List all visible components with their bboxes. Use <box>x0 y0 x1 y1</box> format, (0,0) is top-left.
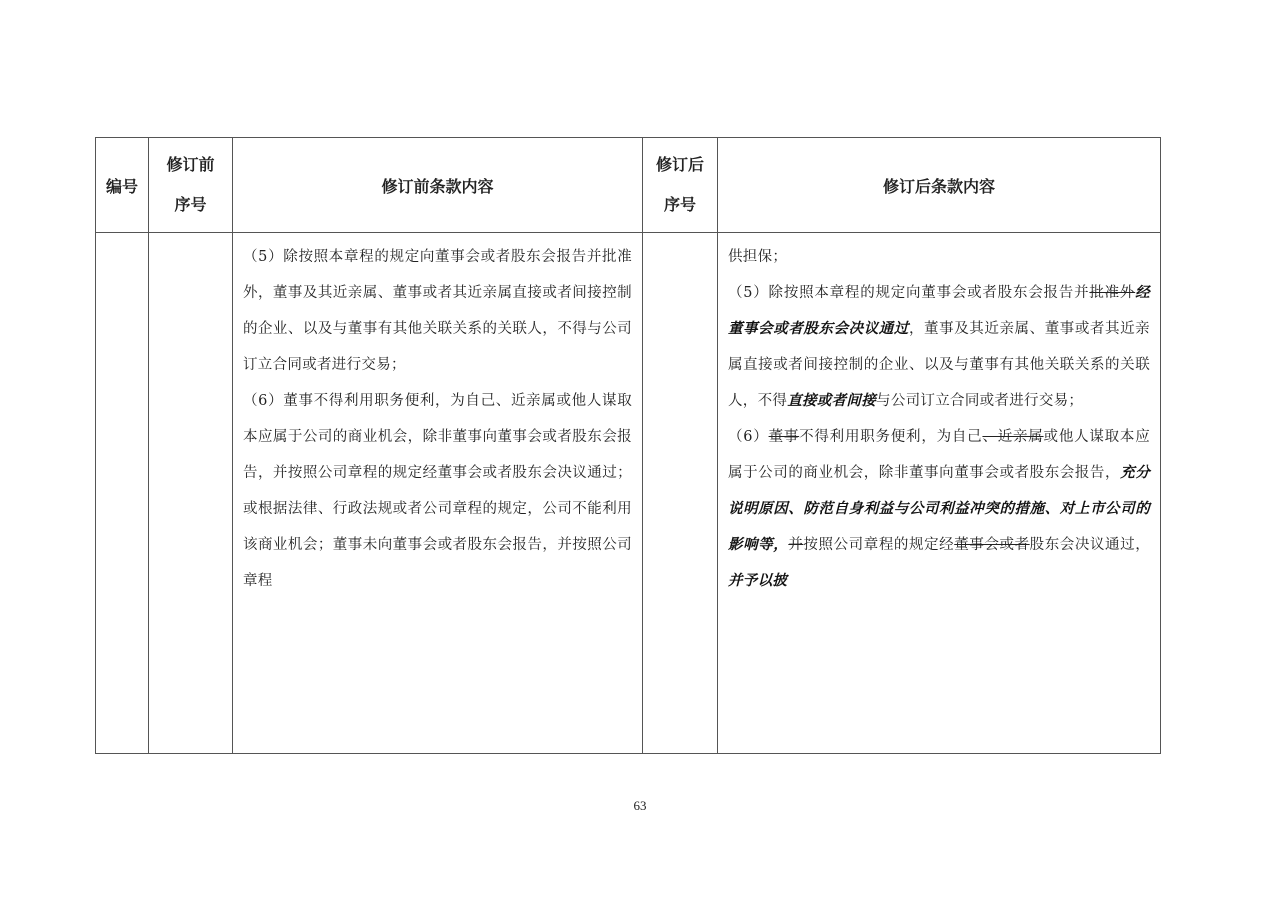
after-text-segment: 供担保； <box>728 249 788 265</box>
deleted-text: 董事会或者 <box>954 537 1030 553</box>
before-clause-6: （6）董事不得利用职务便利，为自己、近亲属或他人谋取本应属于公司的商业机会，除非董事向董事会或者股东会报告，并按照公司章程的规定经董事会或者股东会决议通过；或根据法律、行政法规或者公司章程的规定，公司不能利用该商业机会；董事未向董事会或者股东会报告，并按照公司章程 <box>243 393 632 589</box>
after-text-segment: （6） <box>728 429 769 445</box>
table-header-row <box>96 138 1161 233</box>
cell-number <box>96 233 149 754</box>
header-number: 编号 <box>96 138 149 233</box>
cell-before-seq <box>149 233 233 754</box>
inserted-text: 充分说明原因、防范自身利益与公司利益冲突的措施、对上市公司的影响等， <box>728 464 1150 553</box>
inserted-text: 并予以披 <box>728 572 788 589</box>
after-text-segment: 或他人谋取本应属于公司的商业机会，除非董事向董事会或者股东会报告， <box>728 429 1150 481</box>
header-before-content: 修订前条款内容 <box>233 138 643 233</box>
page-number: 63 <box>633 798 647 813</box>
deleted-text: 并 <box>788 537 804 553</box>
after-text-segment: （5）除按照本章程的规定向董事会或者股东会报告并 <box>728 285 1090 301</box>
deleted-text: 、近亲属 <box>982 429 1044 445</box>
after-text-segment: 与公司订立合同或者进行交易； <box>876 393 1084 409</box>
deleted-text: 批准外 <box>1089 285 1136 301</box>
after-clause-text <box>718 233 1160 599</box>
inserted-text: 直接或者间接 <box>787 392 877 409</box>
before-clause-5: （5）除按照本章程的规定向董事会或者股东会报告并批准外，董事及其近亲属、董事或者其近亲属直接或者间接控制的企业、以及与董事有其他关联关系的关联人，不得与公司订立合同或者进行交易； <box>243 249 632 373</box>
header-after-content: 修订后条款内容 <box>718 138 1161 233</box>
deleted-text: 董事 <box>768 429 800 445</box>
header-after-seq: 修订后 序号 <box>643 138 718 233</box>
table-row <box>96 233 1161 754</box>
cell-after-content <box>718 233 1161 754</box>
inserted-text: 经董事会或者股东会决议通过 <box>728 284 1150 337</box>
after-text-segment: 按照公司章程的规定经 <box>803 537 955 553</box>
revision-comparison-table <box>95 137 1161 754</box>
header-before-seq: 修订前 序号 <box>149 138 233 233</box>
before-clause-text <box>233 233 642 599</box>
after-text-segment: 股东会决议通过， <box>1029 537 1151 553</box>
cell-before-content <box>233 233 643 754</box>
after-text-segment: ，董事及其近亲属、董事或者其近亲属直接或者间接控制的企业、以及与董事有其他关联关系的关联人，不得 <box>728 321 1150 409</box>
after-text-segment: 不得利用职务便利，为自己 <box>799 429 983 445</box>
cell-after-seq <box>643 233 718 754</box>
